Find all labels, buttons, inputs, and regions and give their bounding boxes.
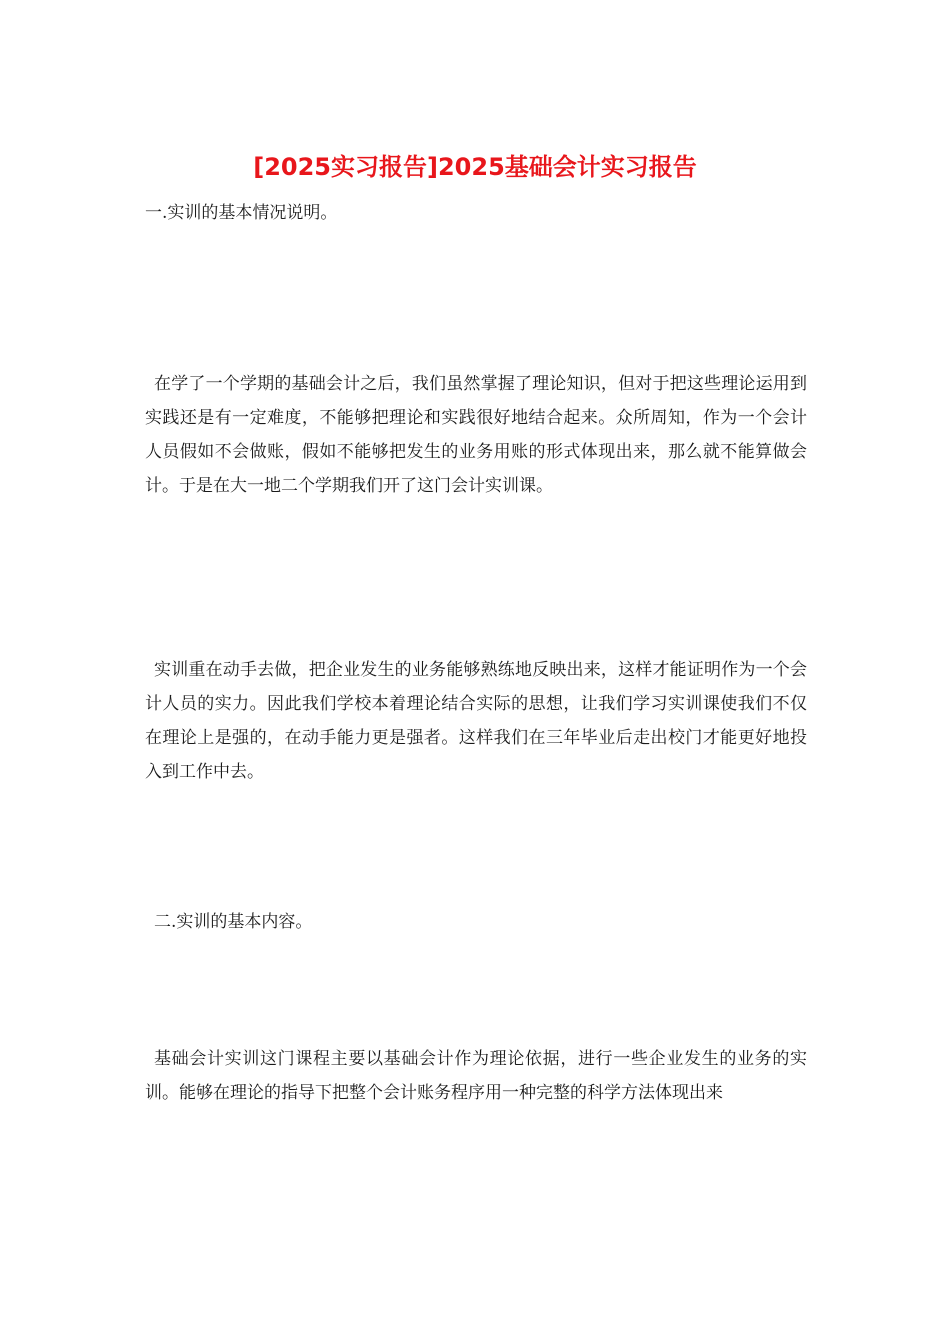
document-title: [2025实习报告]2025基础会计实习报告: [253, 153, 697, 181]
section-heading-1: 一.实训的基本情况说明。: [145, 203, 338, 223]
paragraph-1: 在学了一个学期的基础会计之后，我们虽然掌握了理论知识，但对于把这些理论运用到实践还是有一定难度，不能够把理论和实践很好地结合起来。众所周知，作为一个会计人员假如不会做账，假如不能够把发生的业务用账的形式体现出来，那么就不能算做会计。于是在大一地二个学期我们开了这门会计实训课。: [145, 374, 807, 496]
paragraph-2: 实训重在动手去做，把企业发生的业务能够熟练地反映出来，这样才能证明作为一个会计人员的实力。因此我们学校本着理论结合实际的思想，让我们学习实训课使我们不仅在理论上是强的，在动手能力更是强者。这样我们在三年毕业后走出校门才能更好地投入到工作中去。: [145, 660, 807, 782]
paragraph-3: 基础会计实训这门课程主要以基础会计作为理论依据，进行一些企业发生的业务的实训。能够在理论的指导下把整个会计账务程序用一种完整的科学方法体现出来: [145, 1049, 807, 1103]
section-heading-2: 二.实训的基本内容。: [154, 912, 313, 932]
